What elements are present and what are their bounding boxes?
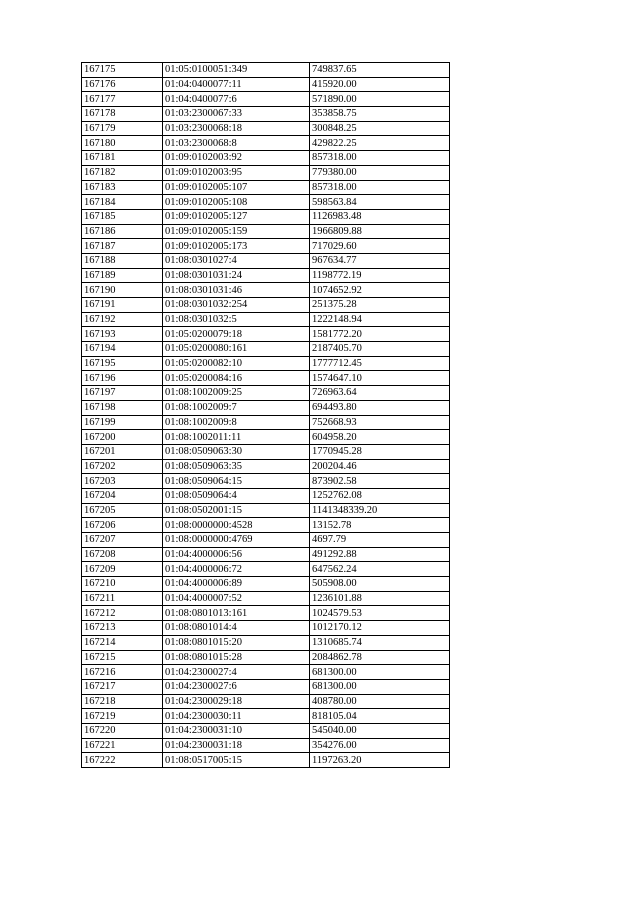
value-cell: 873902.58 [310,474,450,489]
cadastral-number-cell: 01:08:0509063:30 [163,444,310,459]
row-id-cell: 167208 [82,547,163,562]
cadastral-number-cell: 01:05:0200080:161 [163,342,310,357]
value-cell: 354276.00 [310,738,450,753]
row-id-cell: 167206 [82,518,163,533]
value-cell: 1198772.19 [310,268,450,283]
row-id-cell: 167204 [82,488,163,503]
row-id-cell: 167193 [82,327,163,342]
table-row [82,312,450,327]
cadastral-number-cell: 01:08:0801015:20 [163,635,310,650]
cadastral-number-cell: 01:09:0102003:95 [163,165,310,180]
value-cell: 300848.25 [310,121,450,136]
cadastral-number-cell: 01:04:4000007:52 [163,591,310,606]
table-row [82,239,450,254]
table-row [82,386,450,401]
cadastral-number-cell: 01:08:0509064:4 [163,488,310,503]
row-id-cell: 167212 [82,606,163,621]
cadastral-number-cell: 01:08:1002009:7 [163,400,310,415]
cadastral-number-cell: 01:08:0502001:15 [163,503,310,518]
table-row [82,591,450,606]
table-row [82,107,450,122]
value-cell: 1197263.20 [310,753,450,768]
cadastral-number-cell: 01:08:0301031:46 [163,283,310,298]
value-cell: 1252762.08 [310,488,450,503]
cadastral-number-cell: 01:04:0400077:6 [163,92,310,107]
table-row [82,224,450,239]
table-row [82,121,450,136]
value-cell: 779380.00 [310,165,450,180]
row-id-cell: 167188 [82,253,163,268]
row-id-cell: 167183 [82,180,163,195]
cadastral-number-cell: 01:09:0102003:92 [163,151,310,166]
table-row [82,415,450,430]
row-id-cell: 167180 [82,136,163,151]
value-cell: 1581772.20 [310,327,450,342]
value-cell: 505908.00 [310,577,450,592]
table-row [82,63,450,78]
row-id-cell: 167175 [82,63,163,78]
table-row [82,298,450,313]
table-row [82,371,450,386]
value-cell: 200204.46 [310,459,450,474]
table-row [82,268,450,283]
table-row [82,327,450,342]
row-id-cell: 167191 [82,298,163,313]
value-cell: 1777712.45 [310,356,450,371]
value-cell: 415920.00 [310,77,450,92]
row-id-cell: 167187 [82,239,163,254]
cadastral-number-cell: 01:04:2300027:4 [163,665,310,680]
cadastral-number-cell: 01:08:1002009:8 [163,415,310,430]
row-id-cell: 167177 [82,92,163,107]
value-cell: 2187405.70 [310,342,450,357]
value-cell: 1074652.92 [310,283,450,298]
cadastral-number-cell: 01:08:0301032:254 [163,298,310,313]
row-id-cell: 167209 [82,562,163,577]
value-cell: 1222148.94 [310,312,450,327]
cadastral-number-cell: 01:04:0400077:11 [163,77,310,92]
value-cell: 818105.04 [310,709,450,724]
table-row [82,547,450,562]
cadastral-number-cell: 01:05:0200084:16 [163,371,310,386]
value-cell: 752668.93 [310,415,450,430]
table-row [82,753,450,768]
table-row [82,77,450,92]
table-row [82,151,450,166]
value-cell: 353858.75 [310,107,450,122]
cadastral-number-cell: 01:08:0801013:161 [163,606,310,621]
table-row [82,459,450,474]
row-id-cell: 167179 [82,121,163,136]
row-id-cell: 167181 [82,151,163,166]
cadastral-number-cell: 01:09:0102005:107 [163,180,310,195]
cadastral-number-cell: 01:05:0200082:10 [163,356,310,371]
table-row [82,738,450,753]
cadastral-number-cell: 01:08:0509064:15 [163,474,310,489]
value-cell: 598563.84 [310,195,450,210]
cadastral-number-cell: 01:09:0102005:173 [163,239,310,254]
cadastral-number-cell: 01:04:2300027:6 [163,679,310,694]
table-row [82,577,450,592]
row-id-cell: 167210 [82,577,163,592]
cadastral-number-cell: 01:08:0801015:28 [163,650,310,665]
value-cell: 717029.60 [310,239,450,254]
row-id-cell: 167199 [82,415,163,430]
table-row [82,503,450,518]
row-id-cell: 167203 [82,474,163,489]
value-cell: 1012170.12 [310,621,450,636]
row-id-cell: 167194 [82,342,163,357]
table-row [82,253,450,268]
cadastral-number-cell: 01:08:1002009:25 [163,386,310,401]
cadastral-number-cell: 01:04:2300031:18 [163,738,310,753]
row-id-cell: 167196 [82,371,163,386]
table-row [82,92,450,107]
value-cell: 408780.00 [310,694,450,709]
data-table [81,62,450,768]
table-row [82,694,450,709]
row-id-cell: 167186 [82,224,163,239]
cadastral-number-cell: 01:08:1002011:11 [163,430,310,445]
row-id-cell: 167192 [82,312,163,327]
cadastral-number-cell: 01:08:0000000:4769 [163,533,310,548]
table-row [82,180,450,195]
row-id-cell: 167184 [82,195,163,210]
value-cell: 429822.25 [310,136,450,151]
row-id-cell: 167211 [82,591,163,606]
table-row [82,635,450,650]
row-id-cell: 167215 [82,650,163,665]
cadastral-number-cell: 01:04:4000006:89 [163,577,310,592]
cadastral-number-cell: 01:04:4000006:72 [163,562,310,577]
table-row [82,356,450,371]
table-row [82,621,450,636]
row-id-cell: 167189 [82,268,163,283]
row-id-cell: 167217 [82,679,163,694]
value-cell: 857318.00 [310,151,450,166]
cadastral-number-cell: 01:04:4000006:56 [163,547,310,562]
cadastral-number-cell: 01:08:0801014:4 [163,621,310,636]
cadastral-number-cell: 01:08:0517005:15 [163,753,310,768]
cadastral-number-cell: 01:09:0102005:108 [163,195,310,210]
row-id-cell: 167214 [82,635,163,650]
table-row [82,518,450,533]
table-row [82,400,450,415]
table-row [82,430,450,445]
cadastral-number-cell: 01:03:2300067:33 [163,107,310,122]
cadastral-number-cell: 01:09:0102005:159 [163,224,310,239]
table-row [82,195,450,210]
value-cell: 1310685.74 [310,635,450,650]
cadastral-number-cell: 01:05:0200079:18 [163,327,310,342]
value-cell: 251375.28 [310,298,450,313]
row-id-cell: 167197 [82,386,163,401]
table-body [82,63,450,768]
value-cell: 681300.00 [310,679,450,694]
table-row [82,723,450,738]
table-row [82,342,450,357]
table-row [82,650,450,665]
row-id-cell: 167207 [82,533,163,548]
value-cell: 1024579.53 [310,606,450,621]
table-row [82,136,450,151]
value-cell: 545040.00 [310,723,450,738]
table-row [82,209,450,224]
value-cell: 1141348339.20 [310,503,450,518]
cadastral-number-cell: 01:03:2300068:8 [163,136,310,151]
table-row [82,679,450,694]
cadastral-number-cell: 01:09:0102005:127 [163,209,310,224]
row-id-cell: 167185 [82,209,163,224]
row-id-cell: 167182 [82,165,163,180]
value-cell: 681300.00 [310,665,450,680]
value-cell: 1574647.10 [310,371,450,386]
row-id-cell: 167200 [82,430,163,445]
cadastral-number-cell: 01:08:0509063:35 [163,459,310,474]
cadastral-number-cell: 01:04:2300030:11 [163,709,310,724]
table-row [82,165,450,180]
row-id-cell: 167205 [82,503,163,518]
cadastral-number-cell: 01:03:2300068:18 [163,121,310,136]
table-row [82,488,450,503]
row-id-cell: 167220 [82,723,163,738]
row-id-cell: 167178 [82,107,163,122]
row-id-cell: 167202 [82,459,163,474]
row-id-cell: 167176 [82,77,163,92]
table-row [82,606,450,621]
value-cell: 2084862.78 [310,650,450,665]
table-row [82,533,450,548]
table-row [82,474,450,489]
row-id-cell: 167216 [82,665,163,680]
value-cell: 1236101.88 [310,591,450,606]
row-id-cell: 167190 [82,283,163,298]
value-cell: 4697.79 [310,533,450,548]
value-cell: 491292.88 [310,547,450,562]
row-id-cell: 167219 [82,709,163,724]
cadastral-number-cell: 01:08:0301032:5 [163,312,310,327]
cadastral-number-cell: 01:04:2300031:10 [163,723,310,738]
value-cell: 694493.80 [310,400,450,415]
table-row [82,283,450,298]
table-row [82,709,450,724]
value-cell: 571890.00 [310,92,450,107]
value-cell: 647562.24 [310,562,450,577]
value-cell: 1126983.48 [310,209,450,224]
row-id-cell: 167213 [82,621,163,636]
row-id-cell: 167221 [82,738,163,753]
cadastral-number-cell: 01:08:0000000:4528 [163,518,310,533]
value-cell: 1966809.88 [310,224,450,239]
table-row [82,562,450,577]
cadastral-number-cell: 01:04:2300029:18 [163,694,310,709]
row-id-cell: 167198 [82,400,163,415]
cadastral-number-cell: 01:08:0301027:4 [163,253,310,268]
value-cell: 749837.65 [310,63,450,78]
value-cell: 967634.77 [310,253,450,268]
cadastral-number-cell: 01:05:0100051:349 [163,63,310,78]
cadastral-number-cell: 01:08:0301031:24 [163,268,310,283]
value-cell: 1770945.28 [310,444,450,459]
value-cell: 13152.78 [310,518,450,533]
row-id-cell: 167218 [82,694,163,709]
row-id-cell: 167201 [82,444,163,459]
row-id-cell: 167195 [82,356,163,371]
value-cell: 726963.64 [310,386,450,401]
table-row [82,444,450,459]
value-cell: 604958.20 [310,430,450,445]
row-id-cell: 167222 [82,753,163,768]
table-row [82,665,450,680]
value-cell: 857318.00 [310,180,450,195]
